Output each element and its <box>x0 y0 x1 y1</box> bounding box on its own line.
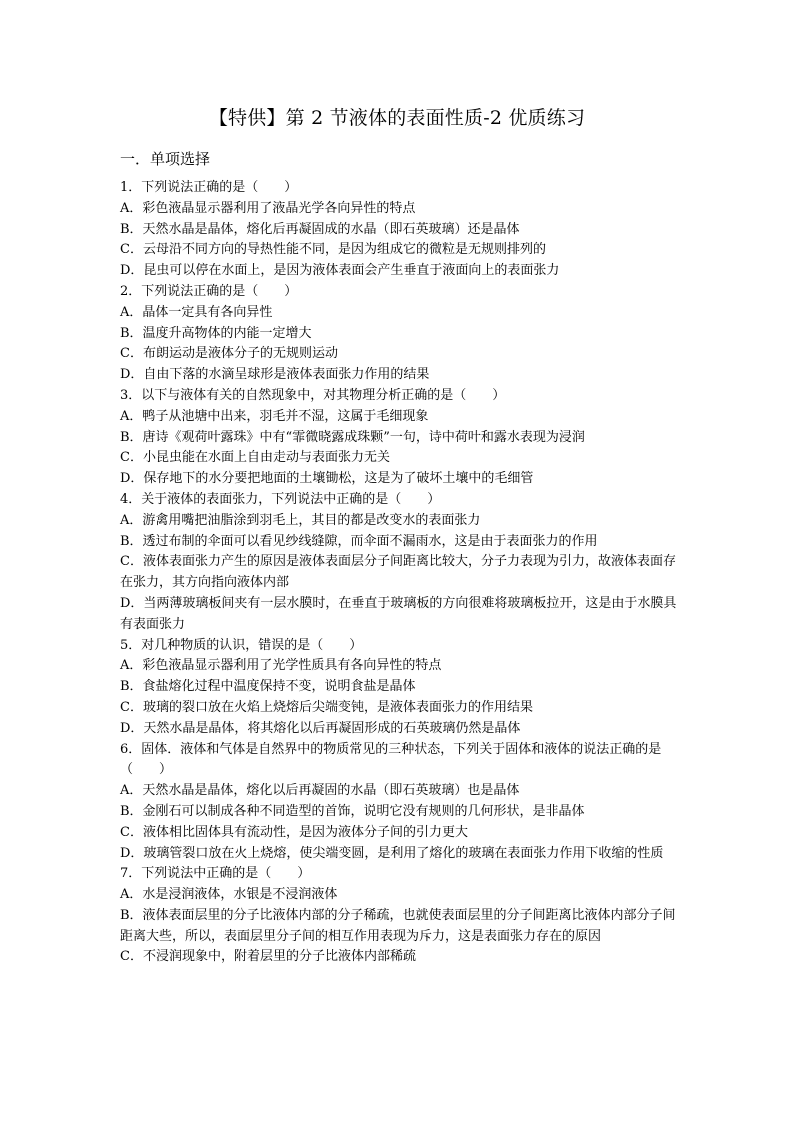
question-1 <box>120 178 680 282</box>
option-a: A．晶体一定具有各向异性 <box>120 304 273 320</box>
option-a: A．彩色液晶显示器利用了光学性质具有各向异性的特点 <box>120 658 442 674</box>
option-b: B．液体表面层里的分子比液体内部的分子稀疏，也就使表面层里的分子间距离比液体内部分子间距离大些，所以，表面层里分子间的相互作用表现为斥力，这是表面张力存在的原因 <box>120 907 676 944</box>
option-c: C．液体表面张力产生的原因是液体表面层分子间距离比较大，分子力表现为引力，故液体表面存在张力，其方向指向液体内部 <box>120 554 676 591</box>
option-b: B．天然水晶是晶体，熔化后再凝固成的水晶（即石英玻璃）还是晶体 <box>120 221 520 237</box>
option-b: B．温度升高物体的内能一定增大 <box>120 325 312 341</box>
option-a: A．鸭子从池塘中出来，羽毛并不湿，这属于毛细现象 <box>120 408 429 424</box>
option-b: B．金刚石可以制成各种不同造型的首饰，说明它没有规则的几何形状，是非晶体 <box>120 803 585 819</box>
question-3 <box>120 386 680 490</box>
option-d: D．当两薄玻璃板间夹有一层水膜时，在垂直于玻璃板的方向很难将玻璃板拉开，这是由于水膜具有表面张力 <box>120 595 677 632</box>
option-b: B．透过布制的伞面可以看见纱线缝隙，而伞面不漏雨水，这是由于表面张力的作用 <box>120 533 598 549</box>
question-stem: 7．下列说法中正确的是（ ） <box>120 866 311 882</box>
option-c: C．小昆虫能在水面上自由走动与表面张力无关 <box>120 450 390 466</box>
option-c: C．玻璃的裂口放在火焰上烧熔后尖端变钝，是液体表面张力的作用结果 <box>120 699 533 715</box>
option-list <box>120 656 680 739</box>
option-list <box>120 407 680 490</box>
option-list <box>120 885 680 968</box>
option-d: D．玻璃管裂口放在火上烧熔，使尖端变圆，是利用了熔化的玻璃在表面张力作用下收缩的性质 <box>120 845 664 861</box>
option-list <box>120 199 680 282</box>
option-a: A．游禽用嘴把油脂涂到羽毛上，其目的都是改变水的表面张力 <box>120 512 481 528</box>
option-list <box>120 303 680 386</box>
question-7 <box>120 864 680 968</box>
question-stem: 4．关于液体的表面张力，下列说法中正确的是（ ） <box>120 491 441 507</box>
option-b: B．食盐熔化过程中温度保持不变，说明食盐是晶体 <box>120 679 416 695</box>
question-4 <box>120 490 680 636</box>
option-list <box>120 781 680 864</box>
option-c: C．云母沿不同方向的导热性能不同，是因为组成它的微粒是无规则排列的 <box>120 242 546 258</box>
option-d: D．昆虫可以停在水面上，是因为液体表面会产生垂直于液面向上的表面张力 <box>120 263 560 279</box>
option-b: B．唐诗《观荷叶露珠》中有“霏微晓露成珠颗”一句，诗中荷叶和露水表现为浸润 <box>120 429 585 445</box>
option-c: C．不浸润现象中，附着层里的分子比液体内部稀疏 <box>120 949 416 965</box>
option-c: C．液体相比固体具有流动性，是因为液体分子间的引力更大 <box>120 824 468 840</box>
question-stem: 5．对几种物质的认识，错误的是（ ） <box>120 637 363 653</box>
option-list <box>120 511 680 636</box>
question-list <box>120 178 680 968</box>
option-d: D．天然水晶是晶体，将其熔化以后再凝固形成的石英玻璃仍然是晶体 <box>120 720 521 736</box>
option-a: A．彩色液晶显示器利用了液晶光学各向异性的特点 <box>120 200 416 216</box>
option-d: D．保存地下的水分要把地面的土壤锄松，这是为了破坏土壤中的毛细管 <box>120 471 534 487</box>
question-stem: 3．以下与液体有关的自然现象中，对其物理分析正确的是（ ） <box>120 387 506 403</box>
option-a: A．天然水晶是晶体，熔化以后再凝固的水晶（即石英玻璃）也是晶体 <box>120 783 520 799</box>
page-title: 【特供】第 2 节液体的表面性质-2 优质练习 <box>208 107 586 129</box>
question-6 <box>120 740 680 865</box>
question-stem: 1．下列说法正确的是（ ） <box>120 180 298 195</box>
question-2 <box>120 282 680 386</box>
question-stem: 2．下列说法正确的是（ ） <box>120 283 298 299</box>
option-c: C．布朗运动是液体分子的无规则运动 <box>120 346 338 362</box>
section-heading: 一．单项选择 <box>120 150 211 168</box>
question-5 <box>120 636 680 740</box>
question-stem: 6．固体．液体和气体是自然界中的物质常见的三种状态，下列关于固体和液体的说法正确的是（ ） <box>120 741 662 778</box>
option-d: D．自由下落的水滴呈球形是液体表面张力作用的结果 <box>120 367 430 383</box>
option-a: A．水是浸润液体，水银是不浸润液体 <box>120 887 338 903</box>
